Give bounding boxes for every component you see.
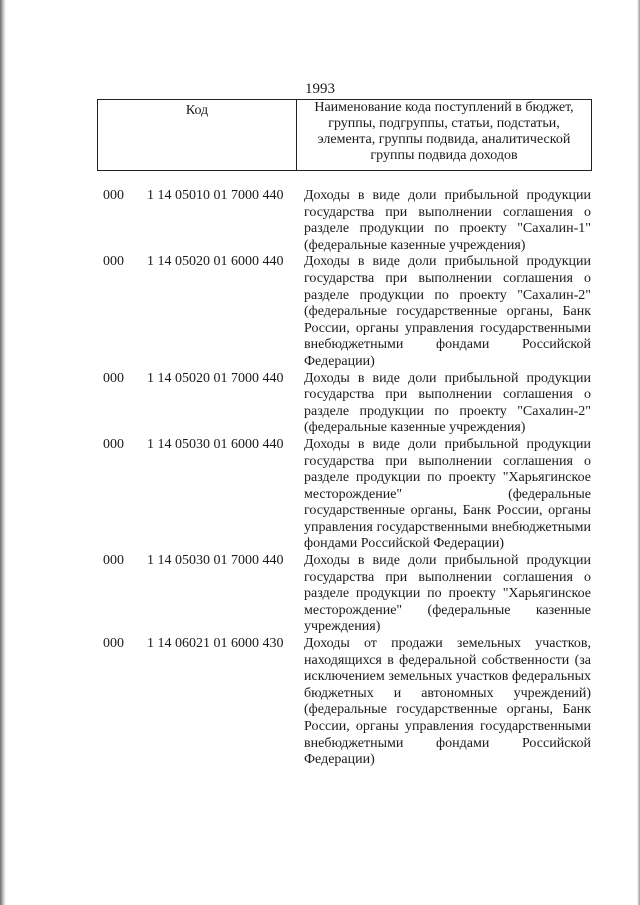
admin-code: 000 (103, 254, 124, 270)
admin-code: 000 (103, 553, 124, 569)
code-description: Доходы в виде доли прибыльной продукции государства при выполнении соглашения о разделе продукции по проекту "Сахалин-2" (федеральные государственные органы, Банк России, органы управления государственными внебюджетными фондами Российской Федерации) (304, 254, 591, 369)
column-header-row (98, 100, 592, 171)
budget-code: 1 14 05030 01 6000 440 (147, 436, 284, 452)
code-column-header: Код (98, 100, 297, 171)
admin-code: 000 (103, 436, 124, 452)
admin-code: 000 (103, 188, 124, 203)
code-row (103, 188, 593, 254)
code-description: Доходы в виде доли прибыльной продукции государства при выполнении соглашения о разделе продукции по проекту "Сахалин-1" (федеральные казенные учреждения) (304, 188, 591, 253)
budget-code: 1 14 05020 01 7000 440 (147, 370, 284, 386)
column-header-table (97, 99, 592, 171)
budget-code: 1 14 06021 01 6000 430 (147, 636, 284, 652)
scan-shadow-left (0, 0, 6, 905)
admin-code: 000 (103, 370, 124, 386)
admin-code: 000 (103, 636, 124, 652)
name-column-header: Наименование кода поступлений в бюджет, группы, подгруппы, статьи, подстатьи, элемента, группы подвида, аналитической группы подвида доходов (297, 100, 592, 171)
code-row (103, 254, 593, 370)
code-description: Доходы в виде доли прибыльной продукции государства при выполнении соглашения о разделе продукции по проекту "Харьягинское месторождение" (федеральные казенные учреждения) (304, 553, 591, 635)
budget-code: 1 14 05030 01 7000 440 (147, 553, 284, 569)
code-row (103, 437, 593, 553)
code-row (103, 371, 593, 437)
budget-code: 1 14 05020 01 6000 440 (147, 254, 284, 270)
code-description: Доходы в виде доли прибыльной продукции государства при выполнении соглашения о разделе продукции по проекту "Сахалин-2" (федеральные казенные учреждения) (304, 370, 591, 436)
page-number: 1993 (305, 81, 335, 97)
code-list (103, 188, 593, 769)
code-description: Доходы в виде доли прибыльной продукции государства при выполнении соглашения о разделе продукции по проекту "Харьягинское месторождение" (федеральные государственные органы, Банк России, органы управления государственными внебюджетными фондами Российской Федерации) (304, 436, 591, 552)
budget-code: 1 14 05010 01 7000 440 (147, 188, 284, 203)
code-row (103, 553, 593, 636)
code-description: Доходы от продажи земельных участков, находящихся в федеральной собственности (за исключением земельных участков федеральных бюджетных и автономных учреждений) (федеральные государственные органы, Банк России, органы управления государственными внебюджетными фондами Российской Федерации) (304, 636, 591, 768)
code-row (103, 636, 593, 769)
